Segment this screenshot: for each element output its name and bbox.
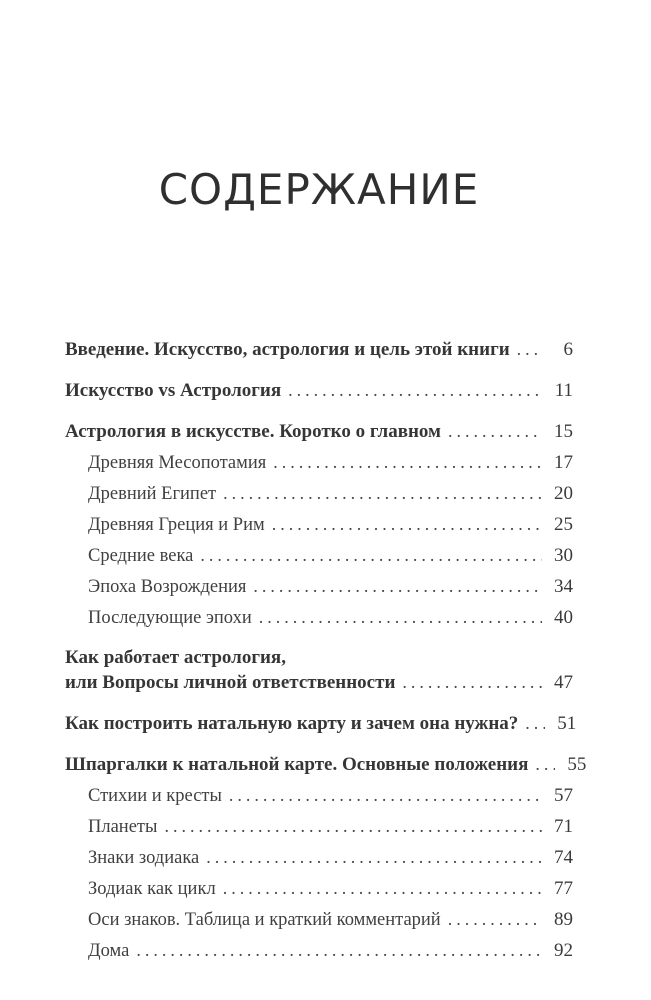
toc-entry-page-number: 74 [554,847,573,868]
toc-entry-page-number: 55 [567,754,587,775]
toc-entry-label: Последующие эпохи [88,608,252,628]
toc-entry [65,646,573,695]
toc-entry-page-number: 71 [554,816,573,837]
toc-entry-label: Искусство vs Астрология [65,380,282,401]
toc-entry-row [88,512,573,537]
toc-entry-row [88,783,573,808]
toc-entry [65,938,573,963]
toc-entry [65,337,573,362]
dot-leader [223,481,542,505]
dot-leader [259,605,542,629]
toc-entry-row [88,450,573,475]
toc-entry-row [88,876,573,901]
toc-entry-label: Средние века [88,546,194,566]
toc-entry [65,907,573,932]
toc-entry [65,378,573,403]
toc-entry-row [88,907,573,932]
toc-entry-page-number: 30 [554,545,573,566]
toc-entry-page-number: 11 [554,380,573,401]
toc-entry-row [65,419,573,444]
toc-entry-label: или Вопросы личной ответственности [65,672,396,693]
toc-entry-label: Древняя Греция и Рим [88,515,265,535]
toc-entry-label: Планеты [88,817,158,837]
toc-entry [65,512,573,537]
toc-entry-label: Как построить натальную карту и зачем она нужна? [65,713,519,734]
dot-leader [402,670,542,694]
toc-entry [65,814,573,839]
toc-entry-label: Древняя Месопотамия [88,453,267,473]
toc-entry-page-number: 92 [554,940,573,961]
toc-entry-page-number: 17 [554,452,573,473]
toc-entry-page-number: 51 [557,713,577,734]
dot-leader [136,938,542,962]
toc-entry-page-number: 15 [554,421,573,442]
dot-leader [223,876,542,900]
toc-entry-row [88,481,573,506]
toc-entry [65,752,587,777]
dot-leader [272,512,542,536]
toc-entry-page-number: 25 [554,514,573,535]
toc-entry-label: Стихии и кресты [88,786,222,806]
toc-entry-label: Зодиак как цикл [88,879,216,899]
toc-entry-row [65,378,573,403]
toc-entry-label: Астрология в искусстве. Коротко о главном [65,421,441,442]
toc-entry-page-number: 77 [554,878,573,899]
toc-entry-page-number: 40 [554,607,573,628]
dot-leader [273,450,542,474]
toc-entry-label: Дома [88,941,130,961]
toc-entry [65,783,573,808]
toc-list [65,337,587,963]
toc-entry-label: Введение. Искусство, астрология и цель этой книги [65,339,510,360]
toc-entry-row [65,711,577,736]
toc-entry [65,419,573,444]
toc-entry-label: Оси знаков. Таблица и краткий комментарий [88,910,441,930]
toc-entry-row [88,938,573,963]
toc-entry-label: Древний Египет [88,484,217,504]
dot-leader [229,783,542,807]
toc-entry-label: Шпаргалки к натальной карте. Основные положения [65,754,529,775]
toc-entry [65,845,573,870]
toc-entry-page-number: 89 [554,909,573,930]
dot-leader [200,543,542,567]
toc-entry-row [88,845,573,870]
toc-entry-page-number: 34 [554,576,573,597]
dot-leader [535,752,555,776]
dot-leader [253,574,542,598]
dot-leader [448,419,542,443]
toc-entry-label: Знаки зодиака [88,848,200,868]
toc-entry [65,450,573,475]
toc-entry [65,481,573,506]
toc-entry [65,605,573,630]
toc-entry-page-number: 6 [563,339,573,360]
toc-entry-row [88,605,573,630]
toc-entry-row [65,752,587,777]
dot-leader [517,337,542,361]
toc-entry-line1: Как работает астрология, [65,647,286,668]
toc-entry-row [88,574,573,599]
dot-leader [448,907,542,931]
toc-entry-row [65,670,573,695]
toc-entry-page-number: 47 [554,672,573,693]
toc-entry [65,574,573,599]
toc-entry-label: Эпоха Возрождения [88,577,247,597]
toc-entry-page-number: 20 [554,483,573,504]
toc-entry-row [88,543,573,568]
toc-entry-page-number: 57 [554,785,573,806]
toc-entry-row [65,337,573,362]
dot-leader [288,378,542,402]
dot-leader [206,845,542,869]
toc-entry-row [88,814,573,839]
dot-leader [164,814,542,838]
toc-entry [65,543,573,568]
dot-leader [525,711,545,735]
toc-entry [65,711,577,736]
toc-entry [65,876,573,901]
page-title: СОДЕРЖАНИЕ [158,165,480,214]
